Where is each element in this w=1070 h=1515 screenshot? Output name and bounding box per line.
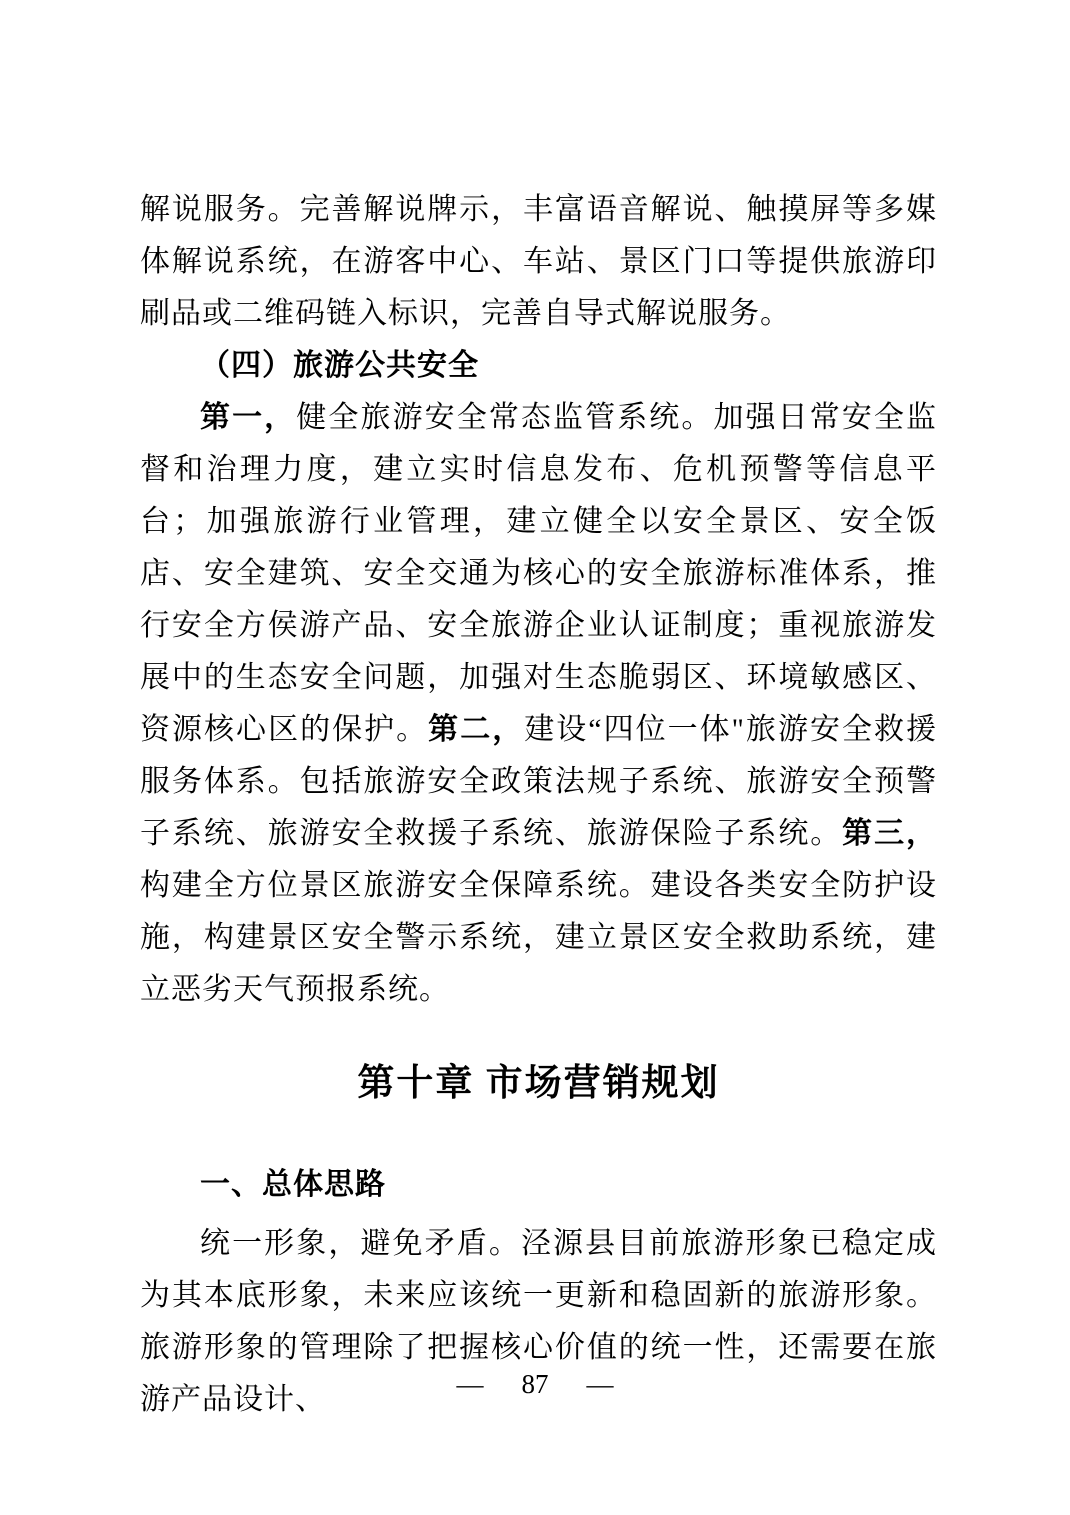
section-heading-public-safety: （四）旅游公共安全 [200, 349, 479, 382]
run-third-text: 构建全方位景区旅游安全保障系统。建设各类安全防护设施，构建景区安全警示系统，建立景区安全救助系统，建立恶劣天气预报系统。 [140, 869, 937, 1006]
run-first-text: 健全旅游安全常态监管系统。加强日常安全监督和治理力度，建立实时信息发布、危机预警等信息平台；加强旅游行业管理，建立健全以安全景区、安全饭店、安全建筑、安全交通为核心的安全旅游标准体系，推行安全方侯游产品、安全旅游企业认证制度；重视旅游发展中的生态安全问题，加强对生态脆弱区、环境敏感区、资源核心区的保护。 [140, 401, 938, 746]
paragraph-safety-systems [140, 392, 937, 1016]
paragraph-overall-approach: 统一形象，避免矛盾。泾源县目前旅游形象已稳定成为其本底形象，未来应该统一更新和稳固新的旅游形象。旅游形象的管理除了把握核心价值的统一性，还需要在旅游产品设计、 [140, 1227, 937, 1416]
run-second-label: 第二， [428, 713, 525, 746]
page-footer [0, 1368, 1070, 1400]
footer-dash-right: — [586, 1369, 614, 1399]
page-number: 87 [521, 1369, 549, 1399]
section-heading-overall-approach: 一、总体思路 [200, 1168, 386, 1201]
paragraph-interpretation-services: 解说服务。完善解说牌示，丰富语音解说、触摸屏等多媒体解说系统，在游客中心、车站、景区门口等提供旅游印刷品或二维码链入标识，完善自导式解说服务。 [140, 193, 937, 330]
run-first-label: 第一， [200, 401, 297, 434]
run-second-text: 建设“四位一体"旅游安全救援服务体系。包括旅游安全政策法规子系统、旅游安全预警子系统、旅游安全救援子系统、旅游保险子系统。 [140, 713, 938, 850]
chapter-title: 第十章 市场营销规划 [357, 1063, 720, 1104]
footer-dash-left: — [456, 1369, 484, 1399]
document-body [140, 184, 937, 1426]
run-third-label: 第三， [842, 817, 938, 850]
